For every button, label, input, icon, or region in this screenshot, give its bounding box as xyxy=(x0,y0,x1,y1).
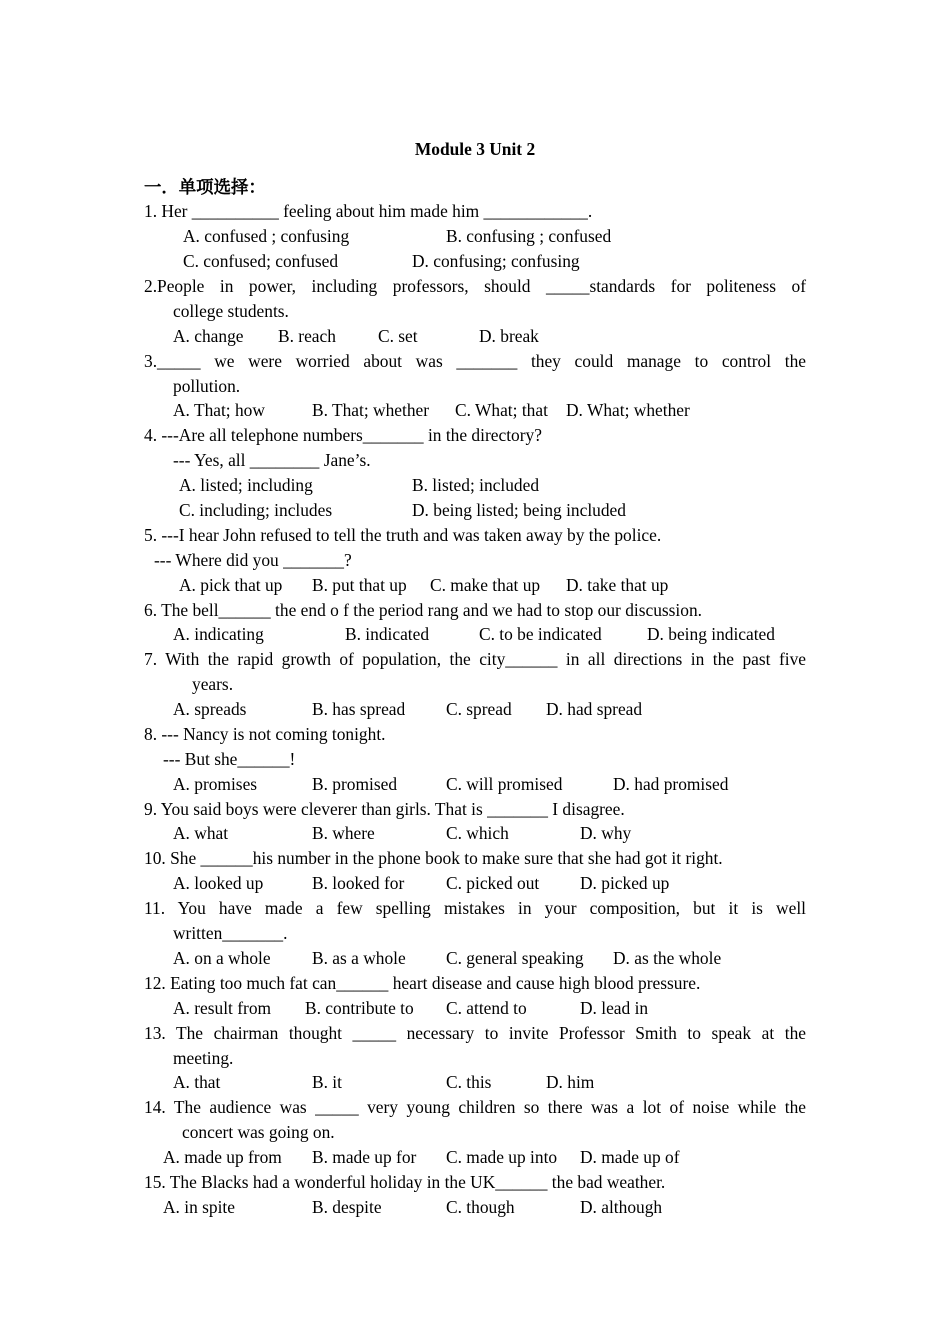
question-14-stem-continued: concert was going on. xyxy=(182,1122,335,1142)
question-6-option-c: C. to be indicated xyxy=(479,624,602,644)
question-9-option-c: C. which xyxy=(446,823,509,843)
question-11-stem-continued: written_______. xyxy=(173,923,288,943)
question-7-option-c: C. spread xyxy=(446,699,512,719)
question-4-option-c: C. including; includes xyxy=(179,500,333,520)
question-5-option-d: D. take that up xyxy=(566,575,669,595)
question-3-option-b: B. That; whether xyxy=(312,400,430,420)
question-12-option-a: A. result from xyxy=(173,998,272,1018)
question-8-option-a: A. promises xyxy=(173,774,258,794)
question-1-option-b: B. confusing ; confused xyxy=(446,226,612,246)
question-12-option-c: C. attend to xyxy=(446,998,527,1018)
question-13-option-a: A. that xyxy=(173,1072,221,1092)
question-3-stem: 3._____ we were worried about was _______ they could manage to control the xyxy=(144,351,806,371)
question-9-stem: 9. You said boys were cleverer than girls. That is _______ I disagree. xyxy=(144,799,625,819)
question-3-option-d: D. What; whether xyxy=(566,400,690,420)
question-8-option-d: D. had promised xyxy=(613,774,729,794)
question-11-option-b: B. as a whole xyxy=(312,948,406,968)
question-14-option-c: C. made up into xyxy=(446,1147,558,1167)
question-10-option-c: C. picked out xyxy=(446,873,540,893)
question-14-option-a: A. made up from xyxy=(163,1147,282,1167)
question-15-option-b: B. despite xyxy=(312,1197,382,1217)
question-2-option-b: B. reach xyxy=(278,326,336,346)
question-10-option-a: A. looked up xyxy=(173,873,264,893)
question-5-option-b: B. put that up xyxy=(312,575,407,595)
question-15-stem: 15. The Blacks had a wonderful holiday in the UK______ the bad weather. xyxy=(144,1172,666,1192)
page-title: Module 3 Unit 2 xyxy=(414,139,536,159)
question-9-option-a: A. what xyxy=(173,823,229,843)
question-15-option-d: D. although xyxy=(580,1197,663,1217)
question-2-option-a: A. change xyxy=(173,326,244,346)
question-7-stem-continued: years. xyxy=(192,674,234,694)
question-11-option-c: C. general speaking xyxy=(446,948,584,968)
question-1-option-d: D. confusing; confusing xyxy=(412,251,580,271)
question-4-option-b: B. listed; included xyxy=(412,475,540,495)
question-5-stem: 5. ---I hear John refused to tell the truth and was taken away by the police. xyxy=(144,525,662,545)
question-4-stem: 4. ---Are all telephone numbers_______ in the directory? xyxy=(144,425,542,445)
question-2-stem: 2.People in power, including professors, should _____standards for politeness of xyxy=(144,276,806,296)
question-2-option-d: D. break xyxy=(479,326,539,346)
question-8-option-b: B. promised xyxy=(312,774,398,794)
question-1-option-a: A. confused ; confusing xyxy=(183,226,350,246)
question-3-option-c: C. What; that xyxy=(455,400,548,420)
question-13-option-d: D. him xyxy=(546,1072,595,1092)
question-3-option-a: A. That; how xyxy=(173,400,265,420)
question-11-option-d: D. as the whole xyxy=(613,948,722,968)
question-1-stem: 1. Her __________ feeling about him made him ____________. xyxy=(144,201,593,221)
question-13-option-b: B. it xyxy=(312,1072,342,1092)
question-14-option-d: D. made up of xyxy=(580,1147,680,1167)
question-12-stem: 12. Eating too much fat can______ heart disease and cause high blood pressure. xyxy=(144,973,701,993)
question-6-option-b: B. indicated xyxy=(345,624,430,644)
question-11-option-a: A. on a whole xyxy=(173,948,271,968)
question-9-option-b: B. where xyxy=(312,823,375,843)
question-1-option-c: C. confused; confused xyxy=(183,251,339,271)
question-4-option-a: A. listed; including xyxy=(179,475,313,495)
question-3-stem-continued: pollution. xyxy=(173,376,241,396)
question-10-option-b: B. looked for xyxy=(312,873,405,893)
question-6-option-a: A. indicating xyxy=(173,624,264,644)
question-13-stem-continued: meeting. xyxy=(173,1048,234,1068)
question-6-option-d: D. being indicated xyxy=(647,624,775,644)
question-13-stem: 13. The chairman thought _____ necessary to invite Professor Smith to speak at the xyxy=(144,1023,806,1043)
question-2-option-c: C. set xyxy=(378,326,418,346)
question-7-option-a: A. spreads xyxy=(173,699,247,719)
question-14-stem: 14. The audience was _____ very young children so there was a lot of noise while the xyxy=(144,1097,806,1117)
question-4-option-d: D. being listed; being included xyxy=(412,500,626,520)
question-13-option-c: C. this xyxy=(446,1072,492,1092)
question-15-option-a: A. in spite xyxy=(163,1197,235,1217)
question-5-stem-reply: --- Where did you _______? xyxy=(154,550,352,570)
question-12-option-b: B. contribute to xyxy=(305,998,414,1018)
question-8-option-c: C. will promised xyxy=(446,774,563,794)
section-heading: 一．单项选择： xyxy=(144,177,266,197)
question-9-option-d: D. why xyxy=(580,823,632,843)
question-10-option-d: D. picked up xyxy=(580,873,670,893)
question-15-option-c: C. though xyxy=(446,1197,515,1217)
question-5-option-c: C. make that up xyxy=(430,575,541,595)
question-8-stem: 8. --- Nancy is not coming tonight. xyxy=(144,724,386,744)
question-11-stem: 11. You have made a few spelling mistakes in your composition, but it is well xyxy=(144,898,806,918)
question-6-stem: 6. The bell______ the end o f the period rang and we had to stop our discussion. xyxy=(144,600,703,620)
question-7-option-b: B. has spread xyxy=(312,699,406,719)
question-8-stem-reply: --- But she______! xyxy=(163,749,296,769)
question-2-stem-continued: college students. xyxy=(173,301,289,321)
question-14-option-b: B. made up for xyxy=(312,1147,417,1167)
question-7-stem: 7. With the rapid growth of population, the city______ in all directions in the past five xyxy=(144,649,806,669)
question-5-option-a: A. pick that up xyxy=(179,575,283,595)
question-7-option-d: D. had spread xyxy=(546,699,643,719)
question-12-option-d: D. lead in xyxy=(580,998,649,1018)
question-10-stem: 10. She ______his number in the phone book to make sure that she had got it right. xyxy=(144,848,723,868)
question-4-stem-reply: --- Yes, all ________ Jane’s. xyxy=(173,450,371,470)
